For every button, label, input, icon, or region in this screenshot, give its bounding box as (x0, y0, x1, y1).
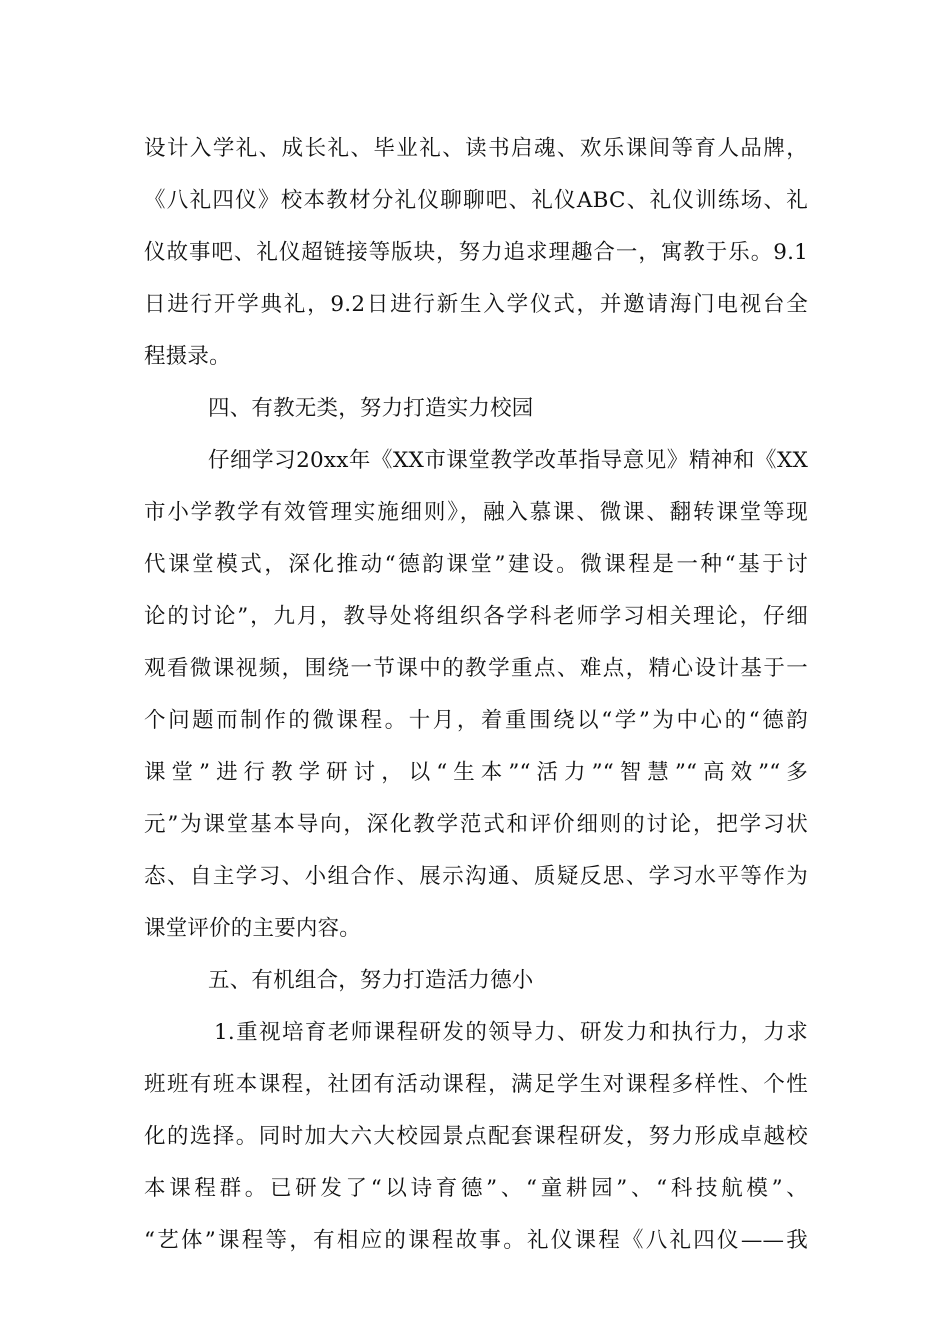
text-line: 设计入学礼、成长礼、毕业礼、读书启魂、欢乐课间等育人品牌， (144, 136, 808, 161)
text-line: 化的选择。同时加大六大校园景点配套课程研发，努力形成卓越校 (144, 1124, 808, 1149)
text-line: 元”为课堂基本导向，深化教学范式和评价细则的讨论，把学习状 (144, 812, 808, 837)
text-line: 观看微课视频，围绕一节课中的教学重点、难点，精心设计基于一 (144, 656, 808, 681)
text-line: 论的讨论”，九月，教导处将组织各学科老师学习相关理论，仔细 (144, 604, 808, 629)
text-line: 课堂”进行教学研讨，以“生本”“活力”“智慧”“高效”“多 (144, 760, 808, 785)
document-body (144, 123, 808, 1267)
text-line: 课堂评价的主要内容。 (144, 916, 362, 941)
text-line: 《八礼四仪》校本教材分礼仪聊聊吧、礼仪ABC、礼仪训练场、礼 (144, 188, 808, 213)
text-line: 仪故事吧、礼仪超链接等版块，努力追求理趣合一，寓教于乐。9.1 (144, 240, 808, 265)
text-line: “艺体”课程等，有相应的课程故事。礼仪课程《八礼四仪——我 (144, 1228, 808, 1253)
text-line: 市小学教学有效管理实施细则》，融入慕课、微课、翻转课堂等现 (144, 500, 808, 525)
text-line: 代课堂模式，深化推动“德韵课堂”建设。微课程是一种“基于讨 (144, 552, 808, 577)
paragraph-first-line: 仔细学习20xx年《XX市课堂教学改革指导意见》精神和《XX (208, 448, 808, 473)
text-line: 程摄录。 (144, 344, 231, 369)
section-heading: 五、有机组合，努力打造活力德小 (208, 968, 534, 993)
text-line: 日进行开学典礼，9.2日进行新生入学仪式，并邀请海门电视台全 (144, 292, 808, 317)
numbered-item-first-line: 1.重视培育老师课程研发的领导力、研发力和执行力，力求 (214, 1020, 808, 1045)
text-line: 个问题而制作的微课程。十月，着重围绕以“学”为中心的“德韵 (144, 708, 808, 733)
text-line: 态、自主学习、小组合作、展示沟通、质疑反思、学习水平等作为 (144, 864, 808, 889)
text-line: 班班有班本课程，社团有活动课程，满足学生对课程多样性、个性 (144, 1072, 808, 1097)
text-line: 本课程群。已研发了“以诗育德”、“童耕园”、“科技航模”、 (144, 1176, 808, 1201)
section-heading: 四、有教无类，努力打造实力校园 (208, 396, 534, 421)
